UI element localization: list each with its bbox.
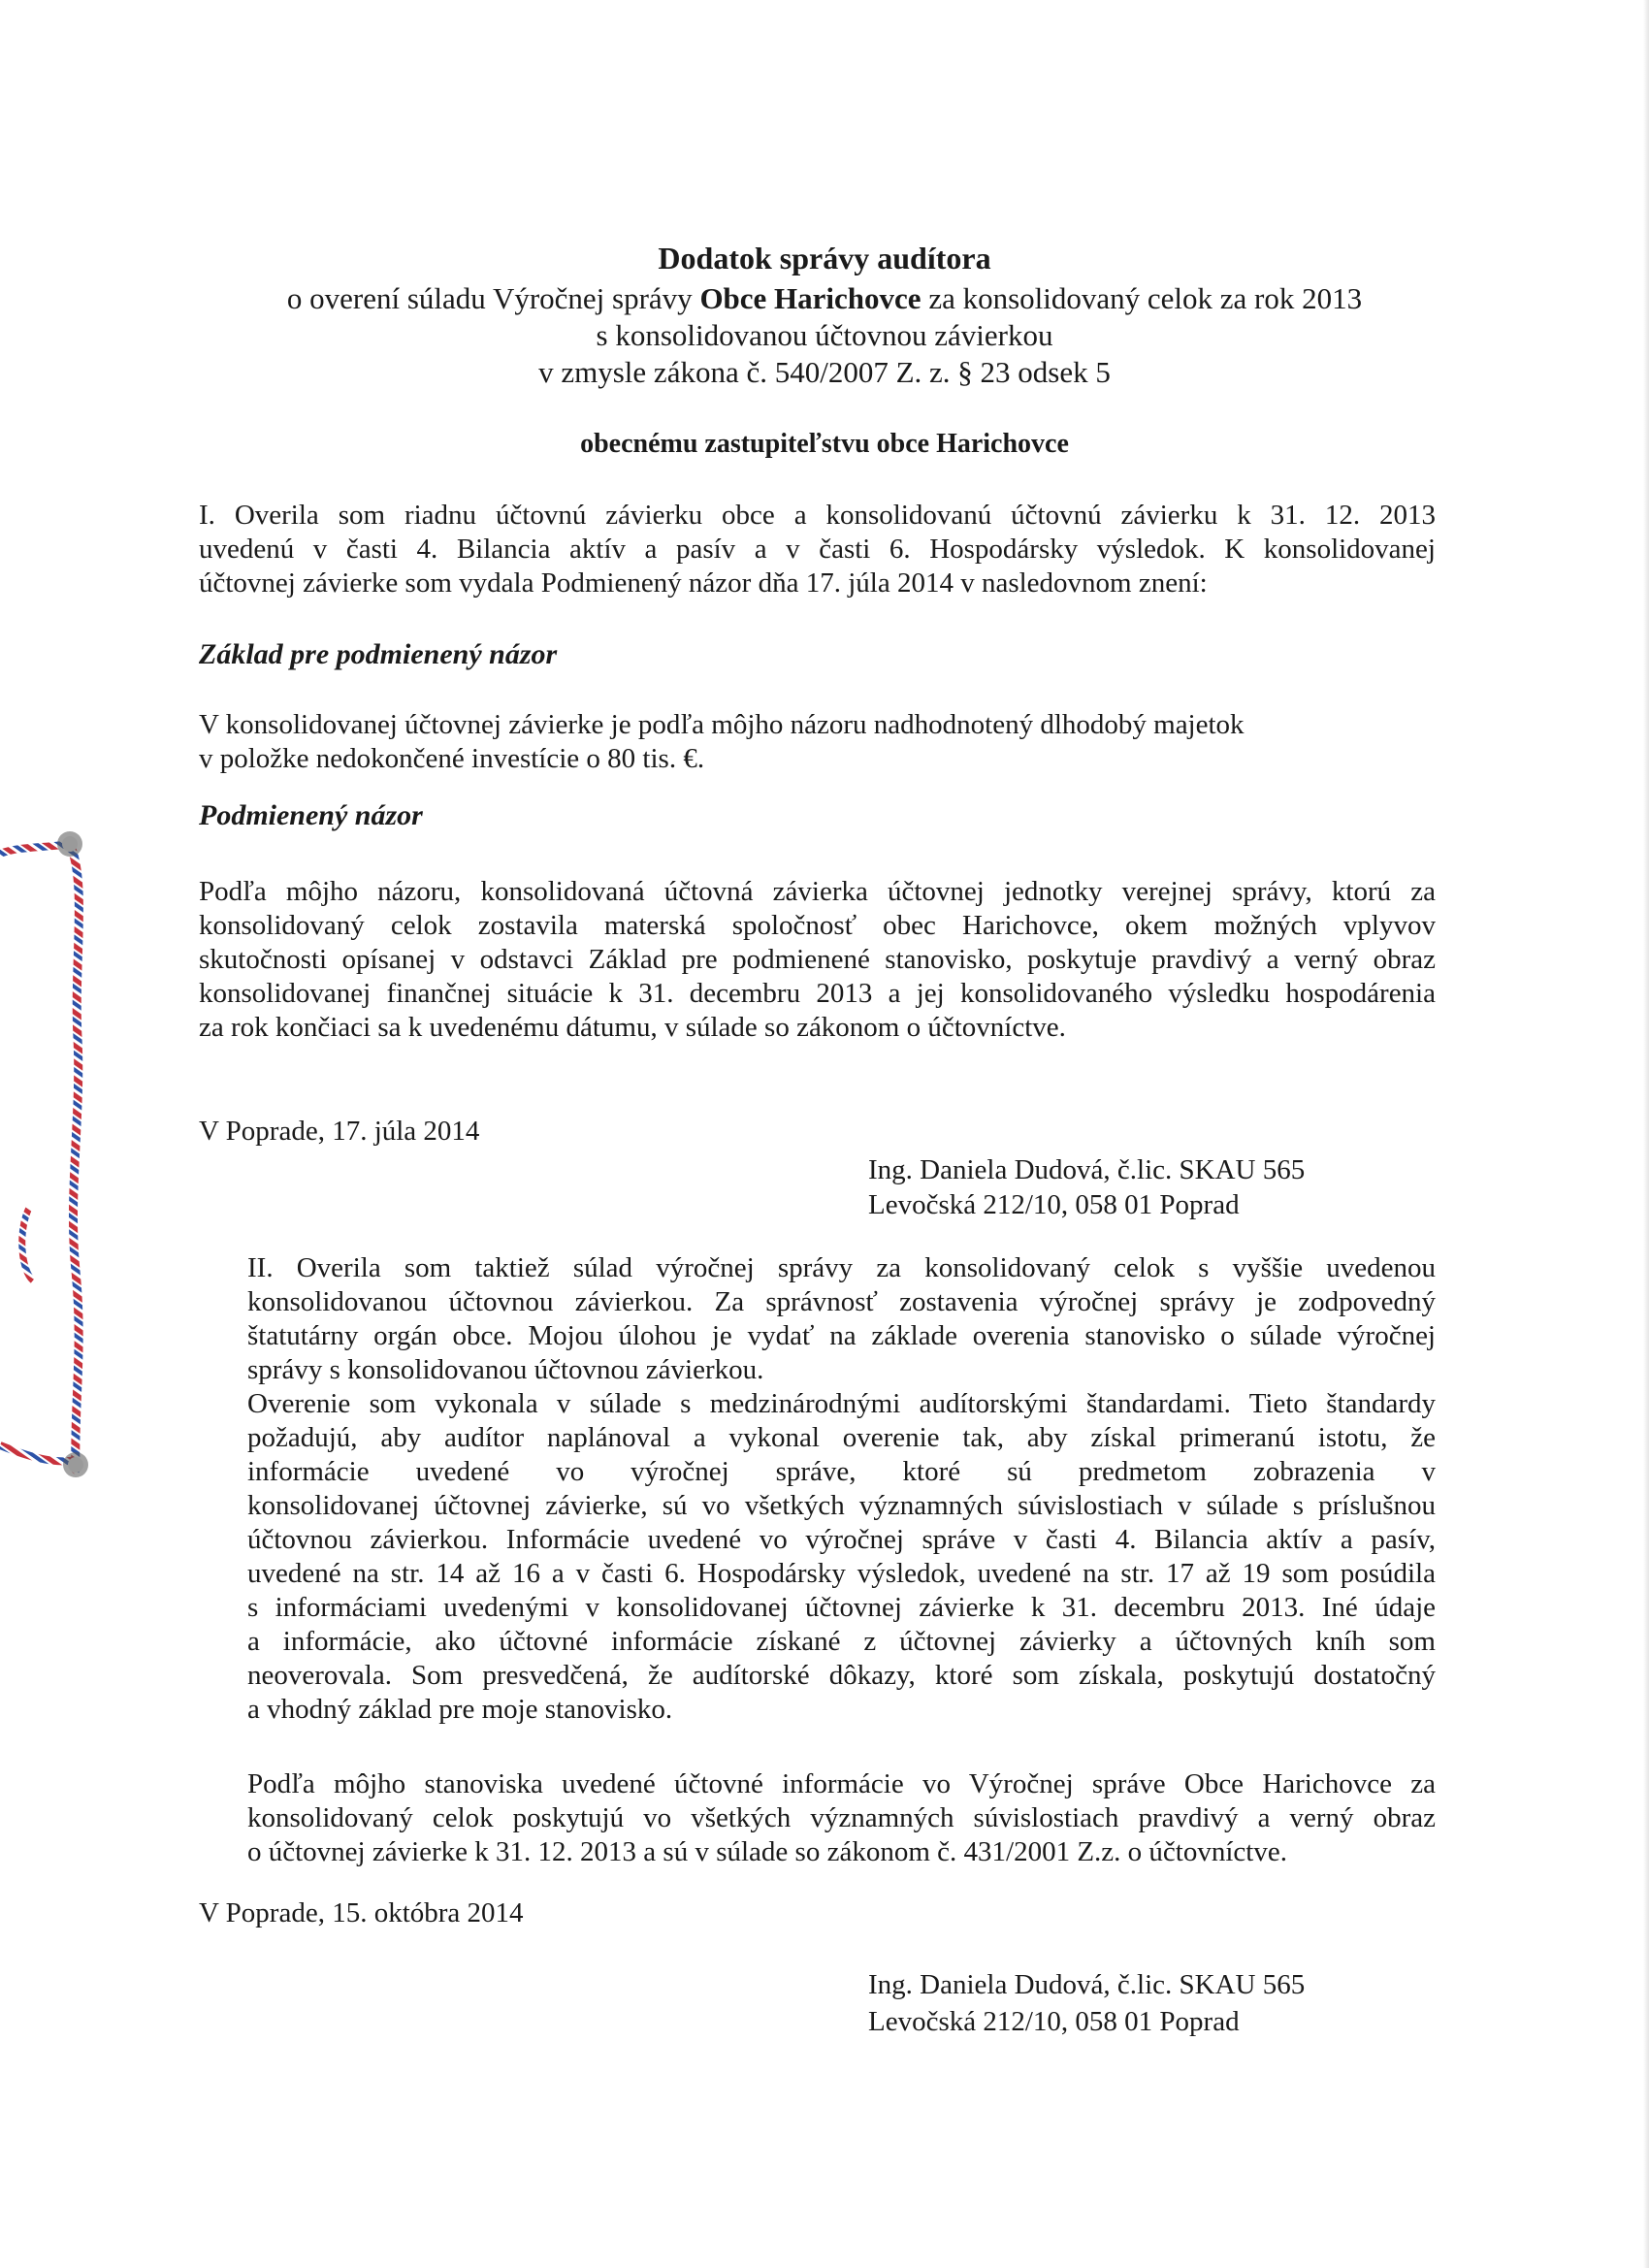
text-line: účtovnou závierkou. Informácie uvedené vo výročnej správe v časti 4. Bilancia aktív a pasív,	[247, 1524, 1436, 1555]
text-line: za rok končiaci sa k uvedenému dátumu, v súlade so zákonom o účtovníctve.	[199, 1012, 1066, 1043]
text-line: a informácie, ako účtovné informácie získané z účtovnej závierky a účtovných kníh som	[247, 1626, 1436, 1657]
text-line: uvedené na str. 14 až 16 a v časti 6. Hospodársky výsledok, uvedené na str. 17 až 19 som posúdila	[247, 1558, 1436, 1589]
text-line: požadujú, aby audítor naplánoval a vykonal overenie tak, aby získal primeranú istotu, že	[247, 1422, 1436, 1453]
binding-cord-graphic	[0, 825, 107, 1484]
section-1-intro	[199, 499, 1436, 600]
text-line: Podľa môjho názoru, konsolidovaná účtovná závierka účtovnej jednotky verejnej správy, ktorú za	[199, 876, 1436, 907]
text-line: s informáciami uvedenými v konsolidovanej účtovnej závierke k 31. decembru 2013. Iné údaje	[247, 1592, 1436, 1623]
signature-name-1: Ing. Daniela Dudová, č.lic. SKAU 565	[868, 1154, 1306, 1185]
signature-name-2: Ing. Daniela Dudová, č.lic. SKAU 565	[868, 1969, 1306, 2000]
text-line: o účtovnej závierke k 31. 12. 2013 a sú v súlade so zákonom č. 431/2001 Z.z. o účtovníctve.	[247, 1836, 1287, 1867]
text-line: skutočnosti opísanej v odstavci Základ pre podmienené stanovisko, poskytuje pravdivý a verný obraz	[199, 944, 1436, 975]
basis-paragraph	[199, 708, 1314, 776]
opinion-heading: Podmienený názor	[199, 799, 423, 831]
header-line-1-pre: o overení súladu Výročnej správy	[286, 281, 700, 315]
text-line: V konsolidovanej účtovnej závierke je podľa môjho názoru nadhodnotený dlhodobý majetok	[199, 709, 1245, 740]
opinion-paragraph	[199, 875, 1436, 1045]
signature-address-2: Levočská 212/10, 058 01 Poprad	[868, 2006, 1240, 2037]
text-line: konsolidovaný celok zostavila materská spoločnosť obec Harichovce, okem možných vplyvov	[199, 910, 1436, 941]
section-2-paragraph-1	[247, 1251, 1436, 1727]
text-line: neoverovala. Som presvedčená, že audítorské dôkazy, ktoré som získala, poskytujú dostatočný	[247, 1660, 1436, 1691]
header-line-1	[0, 281, 1649, 316]
addressee: obecnému zastupiteľstvu obce Harichovce	[580, 429, 1069, 459]
text-line: konsolidovanej finančnej situácie k 31. decembru 2013 a jej konsolidovaného výsledku hospodárenia	[199, 978, 1436, 1009]
text-line: Overenie som vykonala v súlade s medzinárodnými audítorskými štandardami. Tieto štandardy	[247, 1388, 1436, 1419]
place-date-1: V Poprade, 17. júla 2014	[199, 1116, 480, 1147]
text-line: informácie uvedené vo výročnej správe, ktoré sú predmetom zobrazenia v	[247, 1456, 1436, 1487]
header-line-2: s konsolidovanou účtovnou závierkou	[596, 318, 1053, 352]
text-line: správy s konsolidovanou účtovnou závierkou.	[247, 1354, 764, 1385]
text-line: konsolidovaný celok poskytujú vo všetkých významných súvislostiach pravdivý a verný obraz	[247, 1802, 1436, 1833]
header-line-1-post: za konsolidovaný celok za rok 2013	[921, 281, 1363, 315]
text-line: II. Overila som taktiež súlad výročnej správy za konsolidovaný celok s vyššie uvedenou	[247, 1252, 1436, 1283]
text-line: a vhodný základ pre moje stanovisko.	[247, 1694, 673, 1725]
text-line: konsolidovanou účtovnou závierkou. Za správnosť zostavenia výročnej správy je zodpovedný	[247, 1286, 1436, 1317]
text-line: Podľa môjho stanoviska uvedené účtovné informácie vo Výročnej správe Obce Harichovce za	[247, 1768, 1436, 1799]
text-line: účtovnej závierke som vydala Podmienený názor dňa 17. júla 2014 v nasledovnom znení:	[199, 567, 1208, 599]
basis-heading: Základ pre podmienený názor	[199, 638, 558, 670]
text-line: v položke nedokončené investície o 80 tis. €.	[199, 743, 705, 774]
document-title: Dodatok správy audítora	[658, 241, 991, 275]
place-date-2: V Poprade, 15. októbra 2014	[199, 1897, 524, 1928]
header-line-3: v zmysle zákona č. 540/2007 Z. z. § 23 odsek 5	[538, 355, 1111, 389]
signature-address-1: Levočská 212/10, 058 01 Poprad	[868, 1189, 1240, 1220]
text-line: konsolidovanej účtovnej závierke, sú vo všetkých významných súvislostiach v súlade s príslušnou	[247, 1490, 1436, 1521]
header-municipality: Obce Harichovce	[699, 281, 922, 315]
text-line: uvedenú v časti 4. Bilancia aktív a pasív a v časti 6. Hospodársky výsledok. K konsolidovanej	[199, 534, 1436, 565]
text-line: štatutárny orgán obce. Mojou úlohou je vydať na základe overenia stanovisko o súlade výročnej	[247, 1320, 1436, 1351]
section-2-paragraph-2	[247, 1767, 1436, 1869]
binding-cord	[0, 825, 107, 1484]
text-line: I. Overila som riadnu účtovnú závierku obce a konsolidovanú účtovnú závierku k 31. 12. 2013	[199, 500, 1436, 531]
